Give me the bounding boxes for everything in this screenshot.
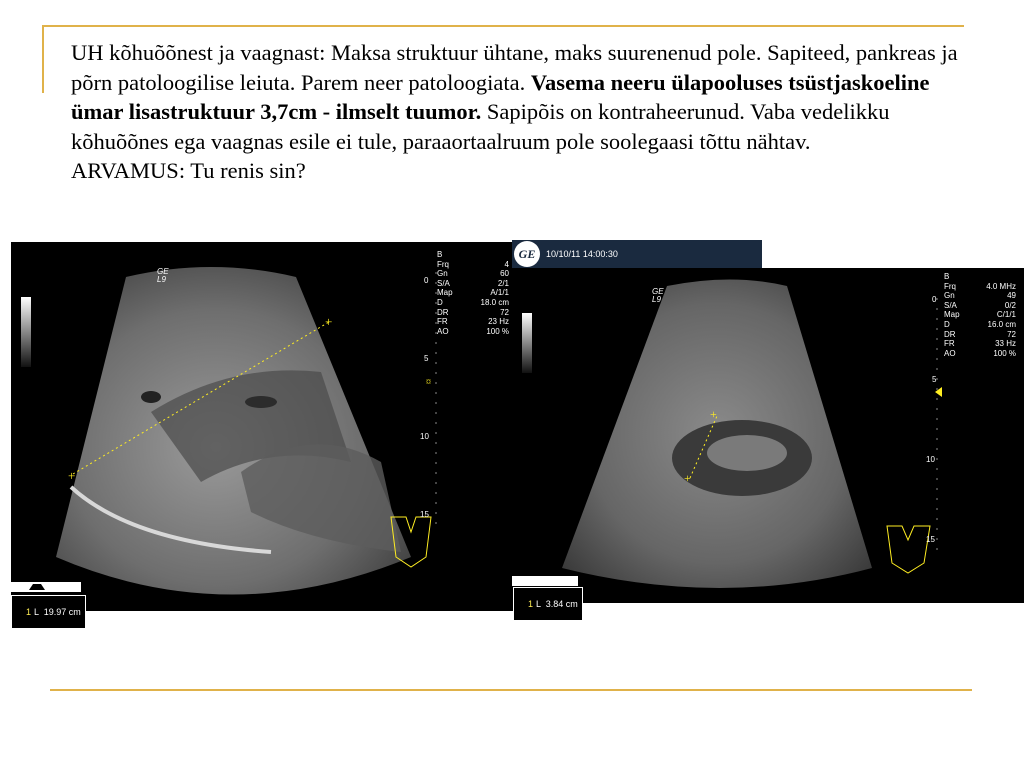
param-row — [437, 308, 509, 318]
svg-text:+: + — [710, 407, 717, 421]
param-key: S/A — [437, 278, 450, 288]
left-scale-10: 10 — [420, 432, 429, 441]
right-scale-0: 0 — [932, 295, 937, 304]
param-key: DR — [944, 329, 956, 339]
param-row — [437, 269, 509, 279]
right-measurement: 1 L 3.84 cm — [513, 587, 583, 621]
param-row — [437, 260, 509, 270]
bottom-rule — [50, 689, 972, 691]
ge-logo-icon: GE — [514, 241, 540, 267]
param-value: 0/2 — [1004, 300, 1016, 310]
param-key: AO — [944, 348, 956, 358]
param-key: S/A — [944, 300, 957, 310]
param-row — [944, 282, 1016, 292]
left-params — [437, 250, 509, 336]
param-key: FR — [944, 339, 955, 349]
param-value: 100 % — [486, 326, 509, 336]
param-row — [944, 272, 1016, 282]
param-key: D — [944, 319, 950, 329]
param-key: Frq — [437, 259, 449, 269]
param-key: D — [437, 297, 443, 307]
param-value: C/1/1 — [996, 310, 1016, 320]
text-rest: Sapipõis on kontraheerunud. Vaba vedelikku kõhuõõnes ega vaagnas esile ei tule, paraaortaalruum pole soolegaasi tõttu nähtav. — [71, 99, 890, 154]
param-row — [944, 330, 1016, 340]
param-key: B — [944, 272, 950, 281]
param-row — [437, 298, 509, 308]
right-logo: GE L9 — [652, 287, 664, 304]
param-row — [944, 320, 1016, 330]
right-ultrasound-image — [512, 268, 1024, 609]
param-key: Gn — [437, 269, 448, 279]
param-value: 33 Hz — [995, 339, 1016, 349]
param-value: 60 — [500, 269, 509, 279]
param-row — [437, 250, 509, 260]
param-row — [437, 279, 509, 289]
param-value: 49 — [1007, 291, 1016, 301]
param-value: 72 — [500, 307, 509, 317]
param-value: 23 Hz — [488, 317, 509, 327]
left-scale-0: 0 — [424, 276, 429, 285]
param-key: Frq — [944, 281, 956, 291]
param-row — [437, 327, 509, 337]
text-key-finding: Vasema neeru ülapooluses tsüstjaskoeline ümar lisastruktuur 3,7cm - ilmselt tuumor. — [71, 69, 930, 124]
right-scale-10: 10 — [926, 455, 935, 464]
param-value: 72 — [1007, 329, 1016, 339]
param-value: A/1/1 — [490, 288, 509, 298]
text-findings: UH kõhuõõnest ja vaagnast: Maksa struktuur ühtane, maks suurenenud pole. Sapiteed, pankreas ja põrn patoloogilise leiuta. Parem neer patoloogiata. — [71, 40, 958, 95]
left-scale-15: 15 — [420, 510, 429, 519]
param-row — [944, 310, 1016, 320]
param-key: FR — [437, 317, 448, 327]
param-value: 4 — [504, 259, 509, 269]
right-scale-15: 15 — [926, 535, 935, 544]
right-scale-5: 5 — [932, 375, 937, 384]
param-value: 100 % — [993, 348, 1016, 358]
param-value: 4.0 MHz — [986, 281, 1016, 291]
left-scale-5: 5 — [424, 354, 429, 363]
svg-text:+: + — [68, 468, 76, 483]
param-value: 18.0 cm — [480, 297, 509, 307]
svg-text:+: + — [325, 314, 333, 329]
param-row — [437, 317, 509, 327]
param-row — [944, 301, 1016, 311]
top-rule — [42, 25, 964, 27]
param-row — [944, 291, 1016, 301]
left-rule — [42, 25, 44, 93]
svg-text:+: + — [684, 471, 691, 485]
param-key: AO — [437, 326, 449, 336]
left-ultrasound-image — [11, 212, 516, 617]
param-row — [437, 288, 509, 298]
param-key: B — [437, 250, 443, 259]
svg-text:¤: ¤ — [426, 377, 431, 388]
param-key: Gn — [944, 291, 955, 301]
left-measurement: 1 L 19.97 cm — [11, 595, 86, 629]
param-row — [944, 339, 1016, 349]
report-text — [71, 38, 971, 186]
param-key: Map — [944, 310, 960, 320]
left-logo: GE L9 — [157, 267, 169, 284]
right-header-strip — [512, 240, 762, 268]
right-datetime: 10/10/11 14:00:30 — [546, 249, 618, 259]
param-value: 2/1 — [497, 278, 509, 288]
param-row — [944, 349, 1016, 359]
param-key: Map — [437, 288, 453, 298]
right-params — [944, 272, 1016, 358]
param-value: 16.0 cm — [987, 319, 1016, 329]
param-key: DR — [437, 307, 449, 317]
text-conclusion: ARVAMUS: Tu renis sin? — [71, 158, 306, 183]
